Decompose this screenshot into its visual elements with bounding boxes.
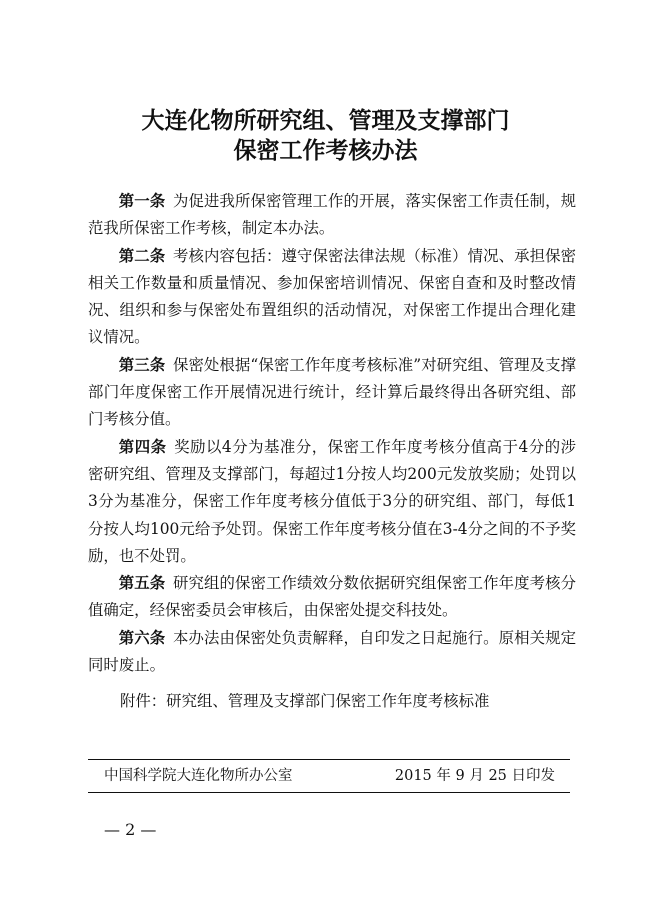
article-text: 考核内容包括：遵守保密法律法规（标准）情况、承担保密相关工作数量和质量情况、参加保密培训情况、保密自查和及时整改情况、组织和参与保密处布置组织的活动情况，对保密工作提出合理化建议情况。 bbox=[88, 246, 576, 347]
article-number: 第三条 bbox=[118, 355, 166, 374]
document-title bbox=[0, 106, 651, 166]
article-1 bbox=[88, 188, 576, 243]
article-6 bbox=[88, 625, 576, 680]
article-text: 保密处根据“保密工作年度考核标准”对研究组、管理及支撑部门年度保密工作开展情况进行统计，经计算后最终得出各研究组、部门考核分值。 bbox=[88, 355, 576, 429]
article-number: 第五条 bbox=[118, 574, 166, 593]
footer-divider-top bbox=[88, 759, 570, 760]
title-line-2: 保密工作考核办法 bbox=[233, 137, 418, 164]
article-text: 本办法由保密处负责解释，自印发之日起施行。原相关规定同时废止。 bbox=[88, 628, 576, 675]
article-2 bbox=[88, 243, 576, 352]
article-text: 奖励以4分为基准分，保密工作年度考核分值高于4分的涉密研究组、管理及支撑部门，每超过1分按人均200元发放奖励；处罚以3分为基准分，保密工作年度考核分值低于3分的研究组、部门，每低1分按人均100元给予处罚。保密工作年度考核分值在3-4分之间的不予奖励，也不处罚。 bbox=[88, 437, 576, 565]
article-number: 第六条 bbox=[118, 628, 166, 647]
article-3 bbox=[88, 352, 576, 434]
article-number: 第一条 bbox=[118, 192, 166, 210]
article-4 bbox=[88, 434, 576, 570]
article-text: 为促进我所保密管理工作的开展，落实保密工作责任制，规范我所保密工作考核，制定本办法。 bbox=[88, 192, 576, 238]
page-number: — 2 — bbox=[104, 820, 157, 839]
footer-divider-bottom bbox=[88, 792, 570, 793]
attachment-note: 附件：研究组、管理及支撑部门保密工作年度考核标准 bbox=[120, 692, 490, 710]
issue-date: 2015 年 9 月 25 日印发 bbox=[394, 768, 555, 784]
article-text: 研究组的保密工作绩效分数依据研究组保密工作年度考核分值确定，经保密委员会审核后，由保密处提交科技处。 bbox=[88, 574, 576, 620]
document-body bbox=[88, 188, 576, 679]
article-number: 第二条 bbox=[118, 246, 166, 265]
title-line-1: 大连化物所研究组、管理及支撑部门 bbox=[141, 107, 510, 134]
issuer-name: 中国科学院大连化物所办公室 bbox=[104, 768, 293, 784]
article-5 bbox=[88, 570, 576, 625]
article-number: 第四条 bbox=[118, 437, 167, 456]
